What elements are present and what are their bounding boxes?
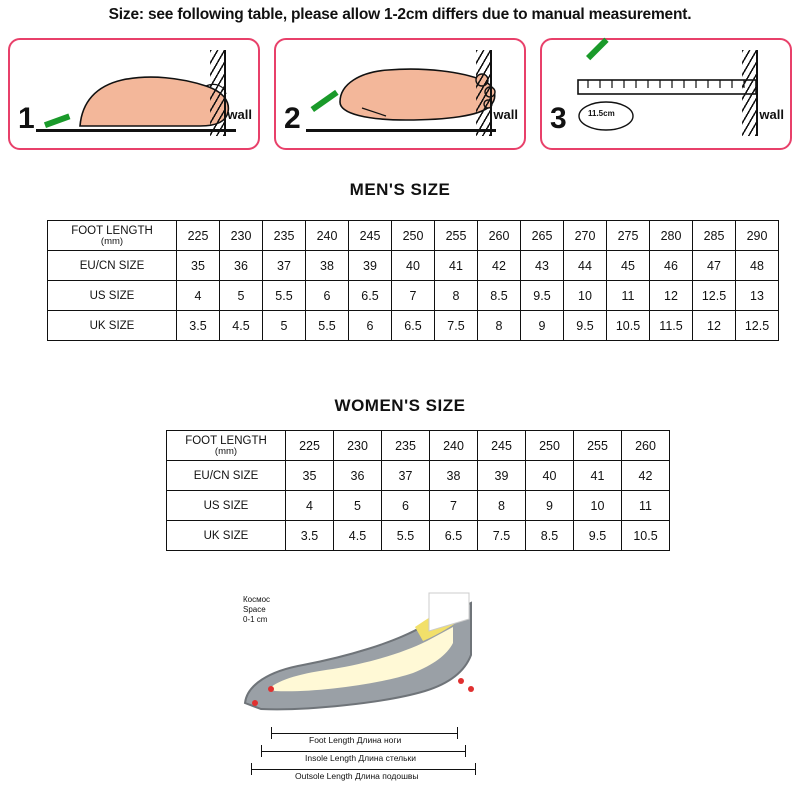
table-cell: 250 — [392, 221, 435, 251]
step-2 — [274, 38, 526, 150]
step-3 — [540, 38, 792, 150]
dim-foot-length-label: Foot Length Длина ноги — [309, 735, 402, 745]
table-cell: 40 — [526, 461, 574, 491]
row-label: EU/CN SIZE — [48, 251, 177, 281]
table-cell: 235 — [382, 431, 430, 461]
table-row — [167, 431, 670, 461]
table-cell: 40 — [392, 251, 435, 281]
row-label: FOOT LENGTH (mm) — [48, 221, 177, 251]
table-cell: 8.5 — [478, 281, 521, 311]
step-1 — [8, 38, 260, 150]
table-cell: 38 — [306, 251, 349, 281]
table-cell: 6 — [382, 491, 430, 521]
table-cell: 48 — [736, 251, 779, 281]
table-cell: 42 — [622, 461, 670, 491]
table-cell: 11.5 — [650, 311, 693, 341]
table-cell: 39 — [478, 461, 526, 491]
table-cell: 240 — [306, 221, 349, 251]
table-cell: 9.5 — [574, 521, 622, 551]
table-row — [167, 491, 670, 521]
table-cell: 6 — [306, 281, 349, 311]
table-cell: 10.5 — [622, 521, 670, 551]
table-cell: 260 — [478, 221, 521, 251]
step-3-wall-label: wall — [759, 107, 784, 122]
row-label: US SIZE — [48, 281, 177, 311]
table-cell: 42 — [478, 251, 521, 281]
table-cell: 36 — [334, 461, 382, 491]
table-cell: 4 — [286, 491, 334, 521]
measure-steps — [8, 38, 792, 150]
table-cell: 7 — [392, 281, 435, 311]
table-cell: 6.5 — [430, 521, 478, 551]
table-cell: 3.5 — [286, 521, 334, 551]
table-cell: 5 — [263, 311, 306, 341]
table-cell: 225 — [286, 431, 334, 461]
table-cell: 6.5 — [349, 281, 392, 311]
table-cell: 245 — [349, 221, 392, 251]
row-label: US SIZE — [167, 491, 286, 521]
step-1-number: 1 — [18, 102, 35, 135]
step-2-number: 2 — [284, 102, 301, 135]
table-cell: 45 — [607, 251, 650, 281]
table-cell: 8 — [478, 491, 526, 521]
table-cell: 37 — [382, 461, 430, 491]
table-cell: 46 — [650, 251, 693, 281]
table-cell: 35 — [177, 251, 220, 281]
space-note-label: Космос Space 0-1 cm — [243, 595, 271, 624]
table-cell: 5.5 — [263, 281, 306, 311]
shoe-cross-section-icon — [225, 585, 575, 745]
table-cell: 11 — [607, 281, 650, 311]
table-cell: 39 — [349, 251, 392, 281]
table-cell: 275 — [607, 221, 650, 251]
table-cell: 4.5 — [334, 521, 382, 551]
table-cell: 8 — [435, 281, 478, 311]
table-cell: 230 — [334, 431, 382, 461]
table-cell: 13 — [736, 281, 779, 311]
table-cell: 47 — [693, 251, 736, 281]
table-cell: 5.5 — [382, 521, 430, 551]
table-cell: 270 — [564, 221, 607, 251]
table-cell: 12 — [693, 311, 736, 341]
table-cell: 7.5 — [435, 311, 478, 341]
table-cell: 44 — [564, 251, 607, 281]
table-cell: 43 — [521, 251, 564, 281]
table-cell: 255 — [435, 221, 478, 251]
row-label: UK SIZE — [167, 521, 286, 551]
table-cell: 260 — [622, 431, 670, 461]
table-cell: 285 — [693, 221, 736, 251]
shoe-length-diagram — [225, 585, 575, 795]
table-cell: 12 — [650, 281, 693, 311]
page-title: Size: see following table, please allow 1-2cm differs due to manual measurement. — [108, 6, 692, 23]
table-cell: 5 — [220, 281, 263, 311]
table-cell: 37 — [263, 251, 306, 281]
table-row — [48, 221, 779, 251]
table-row — [167, 461, 670, 491]
table-cell: 245 — [478, 431, 526, 461]
table-cell: 235 — [263, 221, 306, 251]
table-cell: 10.5 — [607, 311, 650, 341]
dim-insole-length-label: Insole Length Длина стельки — [305, 753, 416, 763]
table-cell: 35 — [286, 461, 334, 491]
step-2-wall-label: wall — [493, 107, 518, 122]
table-cell: 9 — [521, 311, 564, 341]
table-cell: 9.5 — [521, 281, 564, 311]
table-row — [48, 281, 779, 311]
table-cell: 240 — [430, 431, 478, 461]
table-cell: 280 — [650, 221, 693, 251]
table-cell: 11 — [622, 491, 670, 521]
dim-outsole-length-label: Outsole Length Длина подошвы — [295, 771, 419, 781]
womens-size-table — [166, 430, 670, 551]
table-cell: 265 — [521, 221, 564, 251]
table-cell: 7 — [430, 491, 478, 521]
table-cell: 9 — [526, 491, 574, 521]
row-label: EU/CN SIZE — [167, 461, 286, 491]
table-cell: 10 — [564, 281, 607, 311]
table-cell: 38 — [430, 461, 478, 491]
row-label: FOOT LENGTH (mm) — [167, 431, 286, 461]
table-row — [48, 251, 779, 281]
womens-size-title: WOMEN'S SIZE — [334, 396, 466, 415]
mens-size-table — [47, 220, 779, 341]
table-row — [48, 311, 779, 341]
table-cell: 9.5 — [564, 311, 607, 341]
table-cell: 5.5 — [306, 311, 349, 341]
table-cell: 41 — [574, 461, 622, 491]
table-cell: 41 — [435, 251, 478, 281]
ruler-measurement-value: 11.5cm — [588, 109, 615, 118]
table-cell: 225 — [177, 221, 220, 251]
table-cell: 255 — [574, 431, 622, 461]
table-cell: 10 — [574, 491, 622, 521]
table-cell: 7.5 — [478, 521, 526, 551]
table-cell: 250 — [526, 431, 574, 461]
table-cell: 4.5 — [220, 311, 263, 341]
mens-size-title: MEN'S SIZE — [349, 180, 451, 199]
table-cell: 3.5 — [177, 311, 220, 341]
step-1-wall-label: wall — [227, 107, 252, 122]
table-cell: 12.5 — [736, 311, 779, 341]
table-cell: 6.5 — [392, 311, 435, 341]
table-cell: 36 — [220, 251, 263, 281]
table-cell: 6 — [349, 311, 392, 341]
table-cell: 5 — [334, 491, 382, 521]
table-row — [167, 521, 670, 551]
row-label: UK SIZE — [48, 311, 177, 341]
table-cell: 8 — [478, 311, 521, 341]
table-cell: 4 — [177, 281, 220, 311]
step-3-number: 3 — [550, 102, 567, 135]
table-cell: 230 — [220, 221, 263, 251]
table-cell: 8.5 — [526, 521, 574, 551]
table-cell: 290 — [736, 221, 779, 251]
table-cell: 12.5 — [693, 281, 736, 311]
